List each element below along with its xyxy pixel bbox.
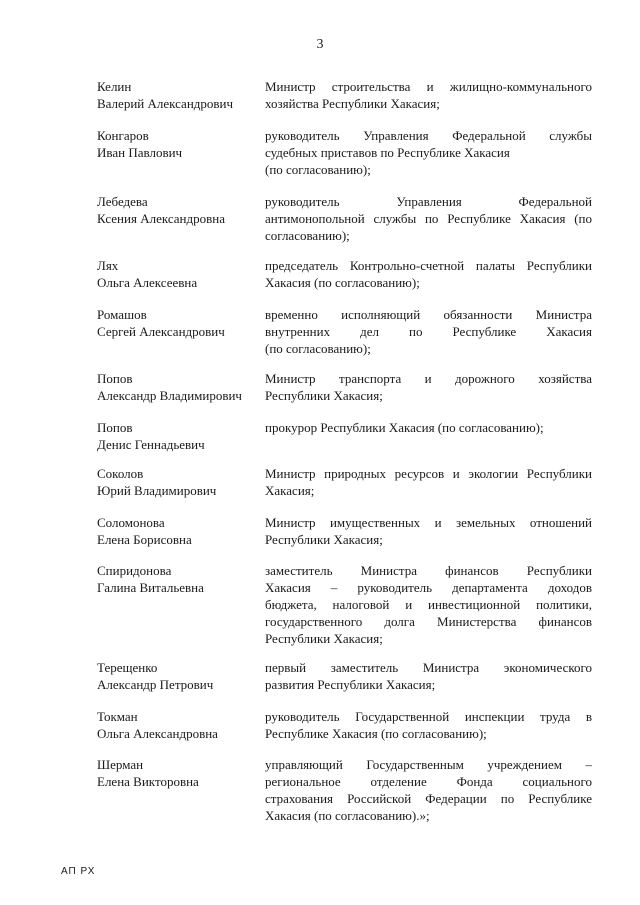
member-position [265, 419, 592, 436]
member-name [97, 465, 257, 499]
position-line: руководитель Управления Федеральной службы [265, 128, 592, 143]
member-surname: Ромашов [97, 307, 147, 322]
member-position [265, 708, 592, 742]
position-line: судебных приставов по Республике Хакасия [265, 145, 510, 160]
position-line: Министр имущественных и земельных отношений [265, 515, 592, 530]
member-surname: Лебедева [97, 194, 148, 209]
position-line: (по согласованию); [265, 341, 371, 356]
member-surname: Попов [97, 420, 133, 435]
member-given-names: Елена Викторовна [97, 774, 199, 789]
position-line: Министр транспорта и дорожного хозяйства [265, 371, 592, 386]
position-line: Министр строительства и жилищно-коммунального [265, 79, 592, 94]
member-name [97, 514, 257, 548]
position-line: заместитель Министра финансов Республики [265, 563, 592, 578]
member-name [97, 370, 257, 404]
member-surname: Спиридонова [97, 563, 172, 578]
position-line: Республике Хакасия (по согласованию); [265, 726, 487, 741]
position-line: первый заместитель Министра экономического [265, 660, 592, 675]
member-position [265, 370, 592, 404]
position-line: Республики Хакасия; [265, 532, 383, 547]
position-line: внутренних дел по Республике Хакасия [265, 324, 592, 339]
member-name [97, 306, 257, 340]
position-line: Хакасия; [265, 483, 315, 498]
member-surname: Лях [97, 258, 119, 273]
position-line: прокурор Республики Хакасия (по согласованию); [265, 420, 544, 435]
member-name [97, 78, 257, 112]
member-position [265, 659, 592, 693]
member-given-names: Александр Владимирович [97, 388, 242, 403]
member-given-names: Юрий Владимирович [97, 483, 217, 498]
member-name [97, 659, 257, 693]
member-given-names: Ксения Александровна [97, 211, 225, 226]
member-name [97, 708, 257, 742]
position-line: руководитель Государственной инспекции труда в [265, 709, 592, 724]
position-line: Республики Хакасия; [265, 388, 383, 403]
member-given-names: Елена Борисовна [97, 532, 192, 547]
member-surname: Шерман [97, 757, 144, 772]
member-position [265, 257, 592, 291]
member-surname: Токман [97, 709, 138, 724]
member-position [265, 306, 592, 357]
position-line: управляющий Государственным учреждением – [265, 757, 592, 772]
member-given-names: Ольга Александровна [97, 726, 218, 741]
position-line: председатель Контрольно-счетной палаты Республики [265, 258, 592, 273]
position-line: Хакасия – руководитель департамента доходов [265, 580, 592, 595]
position-line: бюджета, налоговой и инвестиционной политики, [265, 597, 592, 612]
position-line: согласованию); [265, 228, 350, 243]
position-line: хозяйства Республики Хакасия; [265, 96, 440, 111]
position-line: государственного долга Министерства финансов [265, 614, 592, 629]
position-line: временно исполняющий обязанности Министра [265, 307, 592, 322]
position-line: развития Республики Хакасия; [265, 677, 436, 692]
member-position [265, 127, 592, 178]
page-number: 3 [316, 37, 324, 52]
member-position [265, 193, 592, 244]
position-line: (по согласованию); [265, 162, 371, 177]
position-line: Республики Хакасия; [265, 631, 383, 646]
member-position [265, 465, 592, 499]
member-position [265, 514, 592, 548]
member-name [97, 257, 257, 291]
member-given-names: Денис Геннадьевич [97, 437, 205, 452]
position-line: региональное отделение Фонда социального [265, 774, 592, 789]
member-name [97, 127, 257, 161]
position-line: руководитель Управления Федеральной [265, 194, 592, 209]
position-line: страхования Российской Федерации по Республике [265, 791, 592, 806]
member-surname: Соломонова [97, 515, 165, 530]
member-surname: Келин [97, 79, 132, 94]
member-given-names: Сергей Александрович [97, 324, 225, 339]
member-position [265, 78, 592, 112]
member-position [265, 756, 592, 824]
member-given-names: Александр Петрович [97, 677, 214, 692]
member-name [97, 562, 257, 596]
member-surname: Терещенко [97, 660, 158, 675]
member-surname: Соколов [97, 466, 144, 481]
member-surname: Попов [97, 371, 133, 386]
member-given-names: Валерий Александрович [97, 96, 234, 111]
member-name [97, 756, 257, 790]
position-line: Хакасия (по согласованию); [265, 275, 420, 290]
member-name [97, 193, 257, 227]
member-position [265, 562, 592, 647]
member-given-names: Иван Павлович [97, 145, 183, 160]
member-surname: Конгаров [97, 128, 149, 143]
position-line: антимонопольной службы по Республике Хакасия (по [265, 211, 592, 226]
position-line: Министр природных ресурсов и экологии Республики [265, 466, 592, 481]
member-given-names: Галина Витальевна [97, 580, 204, 595]
member-name [97, 419, 257, 453]
member-given-names: Ольга Алексеевна [97, 275, 198, 290]
position-line: Хакасия (по согласованию).»; [265, 808, 430, 823]
footer-mark: АП РХ [61, 866, 96, 877]
